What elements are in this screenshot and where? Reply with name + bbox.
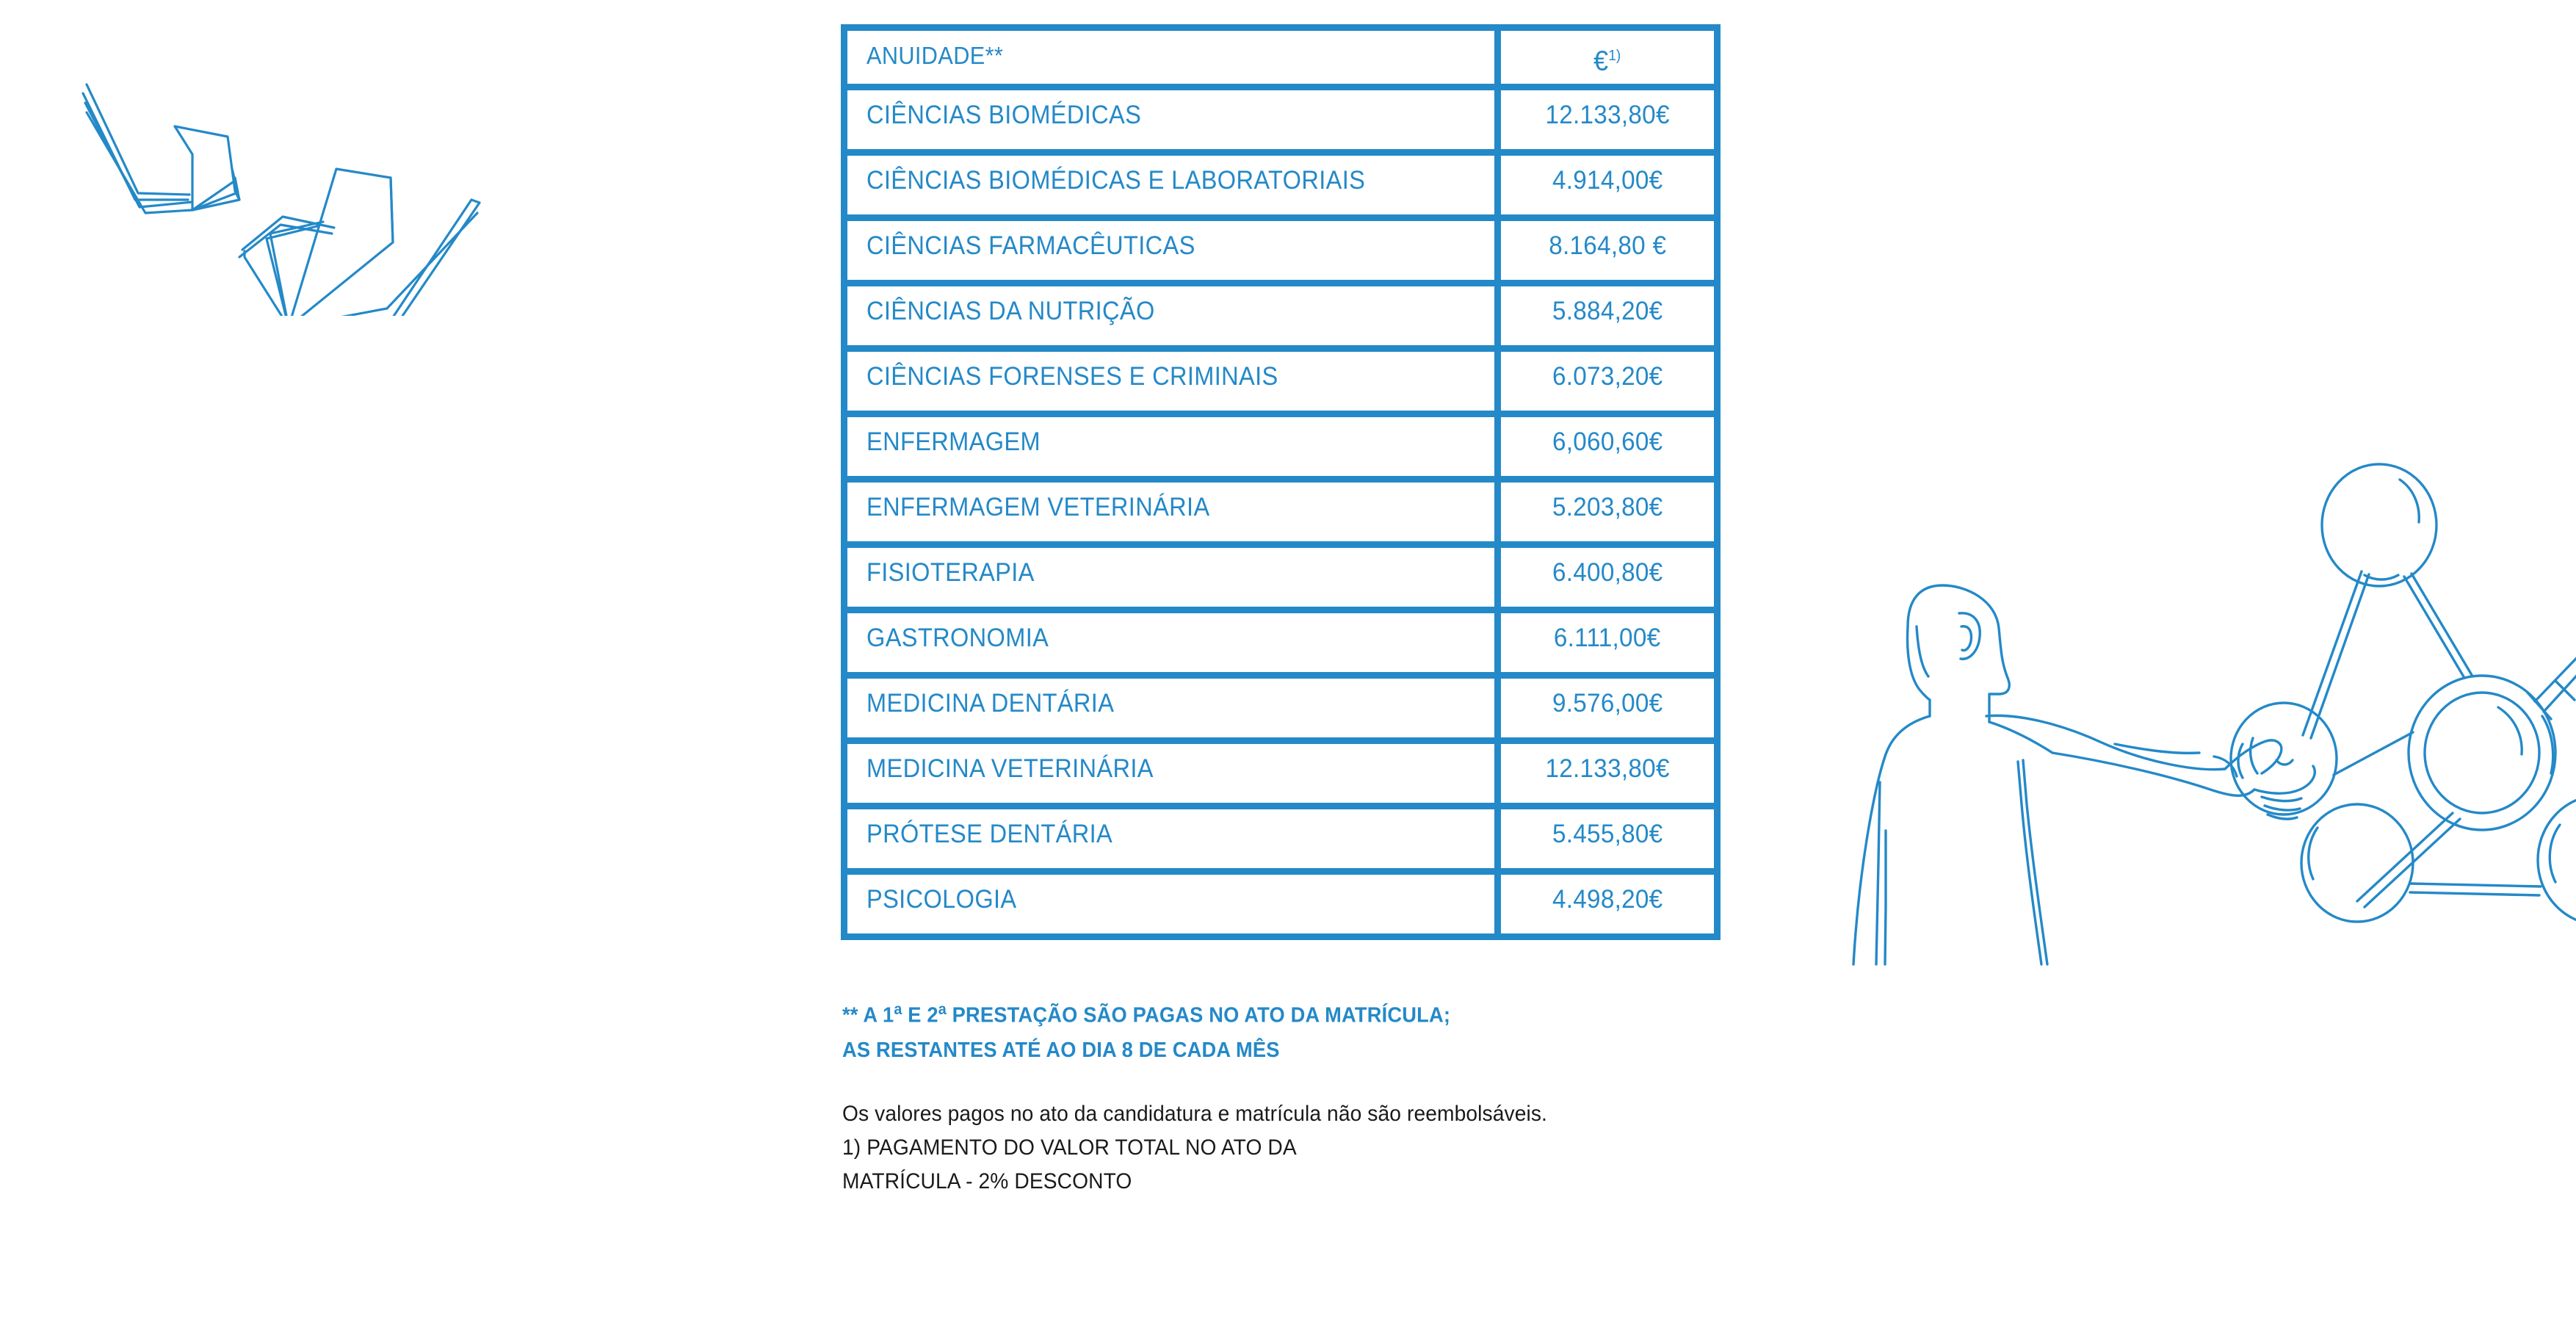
table-row	[847, 803, 1714, 868]
cell-program-price	[1501, 221, 1714, 280]
price-label: 5.455,80€	[1552, 820, 1663, 848]
program-label: PRÓTESE DENTÁRIA	[866, 820, 1113, 848]
program-label: PSICOLOGIA	[866, 885, 1017, 914]
open-books-illustration	[59, 37, 514, 316]
program-label: CIÊNCIAS DA NUTRIÇÃO	[866, 297, 1155, 325]
cell-program-price	[1501, 613, 1714, 672]
price-label: 4.914,00€	[1552, 166, 1663, 195]
price-label: 9.576,00€	[1552, 689, 1663, 718]
cell-program-name	[847, 156, 1501, 214]
header-label-anuidade: ANUIDADE**	[866, 42, 1004, 69]
program-label: CIÊNCIAS FORENSES E CRIMINAIS	[866, 362, 1278, 391]
header-cell-program	[847, 31, 1501, 84]
table-header-row	[847, 31, 1714, 84]
header-label-euro	[1593, 40, 1621, 77]
cell-program-price	[1501, 809, 1714, 868]
ordinal-sup-2: a	[938, 1001, 947, 1018]
cell-program-price	[1501, 483, 1714, 541]
price-label: 6,060,60€	[1552, 427, 1663, 456]
program-label: FISIOTERAPIA	[866, 558, 1035, 587]
cell-program-name	[847, 483, 1501, 541]
program-label: CIÊNCIAS BIOMÉDICAS E LABORATORIAIS	[866, 166, 1366, 195]
price-label: 6.111,00€	[1554, 624, 1661, 652]
cell-program-price	[1501, 286, 1714, 345]
table-row	[847, 214, 1714, 280]
table-row	[847, 607, 1714, 672]
cell-program-price	[1501, 90, 1714, 149]
plain-note-line-1: Os valores pagos no ato da candidatura e matrícula não são reembolsáveis.	[842, 1102, 1547, 1126]
price-label: 12.133,80€	[1545, 101, 1670, 129]
table-row	[847, 411, 1714, 476]
program-label: MEDICINA DENTÁRIA	[866, 689, 1115, 718]
cell-program-name	[847, 352, 1501, 411]
cell-program-name	[847, 548, 1501, 607]
table-row	[847, 672, 1714, 737]
euro-symbol: €	[1593, 46, 1609, 77]
footnote-plain-block	[842, 1097, 1870, 1199]
cell-program-price	[1501, 875, 1714, 933]
person-molecule-illustration	[1799, 393, 2576, 966]
table-row	[847, 737, 1714, 803]
ordinal-sup-1: a	[894, 1001, 902, 1018]
cell-program-price	[1501, 417, 1714, 476]
program-label: CIÊNCIAS FARMACÊUTICAS	[866, 231, 1195, 260]
cell-program-price	[1501, 744, 1714, 803]
program-label: GASTRONOMIA	[866, 624, 1049, 652]
cell-program-name	[847, 809, 1501, 868]
table-row	[847, 345, 1714, 411]
cell-program-name	[847, 286, 1501, 345]
plain-note-line-3: MATRÍCULA - 2% DESCONTO	[842, 1169, 1132, 1193]
cell-program-name	[847, 221, 1501, 280]
footnote-text-prefix: ** A 1	[842, 1003, 894, 1027]
cell-program-price	[1501, 156, 1714, 214]
price-label: 6.073,20€	[1552, 362, 1663, 391]
cell-program-name	[847, 875, 1501, 933]
footnote-line-2: AS RESTANTES ATÉ AO DIA 8 DE CADA MÊS	[842, 1038, 1280, 1062]
cell-program-name	[847, 613, 1501, 672]
price-label: 6.400,80€	[1552, 558, 1663, 587]
table-row	[847, 84, 1714, 149]
table-row	[847, 149, 1714, 214]
program-label: MEDICINA VETERINÁRIA	[866, 754, 1154, 783]
price-label: 8.164,80 €	[1548, 231, 1667, 260]
footnote-bold-block	[842, 992, 1797, 1068]
cell-program-price	[1501, 679, 1714, 737]
footnote-text-mid: E 2	[902, 1003, 938, 1027]
program-label: ENFERMAGEM	[866, 427, 1041, 456]
cell-program-name	[847, 417, 1501, 476]
program-label: ENFERMAGEM VETERINÁRIA	[866, 493, 1210, 521]
table-row	[847, 541, 1714, 607]
cell-program-price	[1501, 352, 1714, 411]
table-row	[847, 476, 1714, 541]
cell-program-name	[847, 90, 1501, 149]
footnote-marker-1: 1)	[1608, 48, 1621, 64]
cell-program-name	[847, 744, 1501, 803]
price-label: 12.133,80€	[1545, 754, 1670, 783]
price-label: 5.203,80€	[1552, 493, 1663, 521]
tuition-fees-table	[841, 24, 1721, 940]
footnote-line-1	[842, 992, 1740, 1033]
table-row	[847, 868, 1714, 933]
plain-note-line-2: 1) PAGAMENTO DO VALOR TOTAL NO ATO DA	[842, 1135, 1297, 1160]
cell-program-name	[847, 679, 1501, 737]
program-label: CIÊNCIAS BIOMÉDICAS	[866, 101, 1142, 129]
price-label: 5.884,20€	[1552, 297, 1663, 325]
price-label: 4.498,20€	[1552, 885, 1663, 914]
header-cell-price	[1501, 31, 1714, 84]
cell-program-price	[1501, 548, 1714, 607]
footnote-text-suffix: PRESTAÇÃO SÃO PAGAS NO ATO DA MATRÍCULA;	[946, 1003, 1451, 1027]
table-row	[847, 280, 1714, 345]
